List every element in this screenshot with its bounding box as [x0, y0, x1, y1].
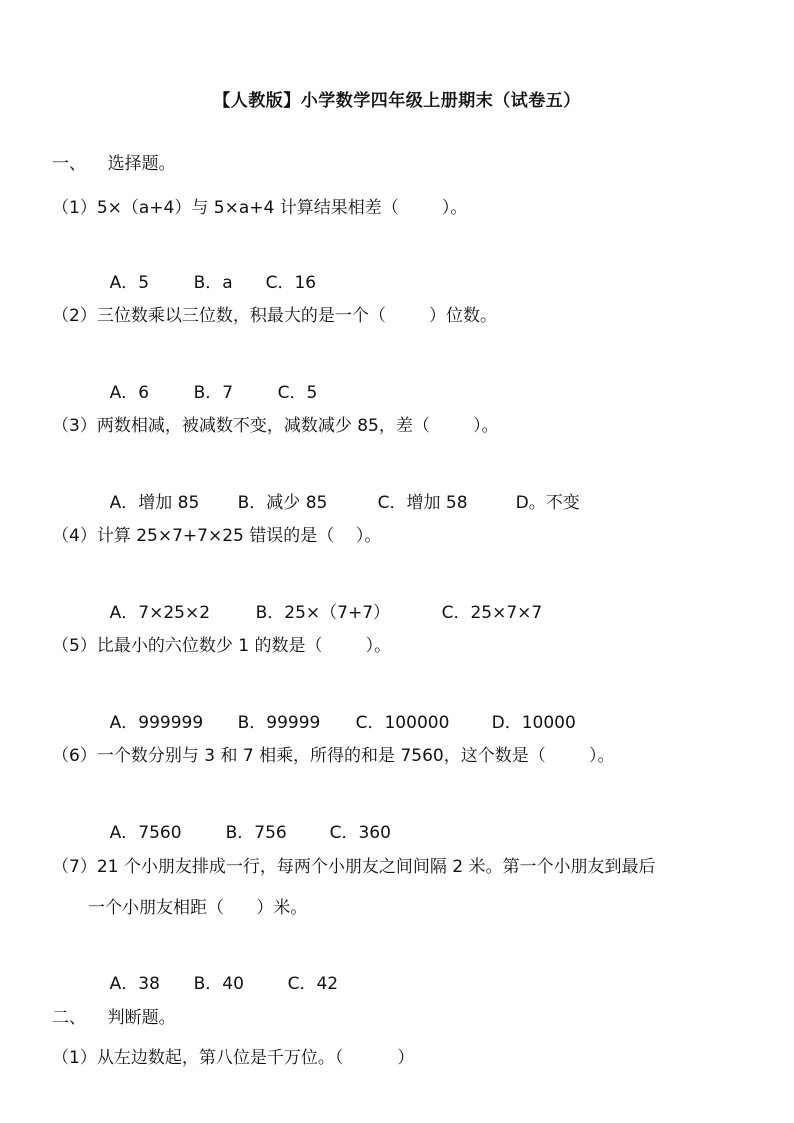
option: C．100000	[355, 713, 450, 733]
option: B．7	[193, 383, 234, 403]
judgement-question-1: （1）从左边数起，第八位是千万位。（ ）	[52, 1048, 415, 1068]
option: A．5	[109, 273, 150, 293]
option: A．7×25×2	[109, 603, 211, 623]
option: A．38	[109, 974, 160, 994]
option: C．360	[329, 823, 391, 843]
question-2: （2）三位数乘以三位数，积最大的是一个（ ）位数。	[52, 306, 498, 326]
page-title: 【人教版】小学数学四年级上册期末（试卷五）	[213, 91, 581, 111]
option: A．6	[109, 383, 150, 403]
option: C．5	[277, 383, 318, 403]
question-7-continuation: 一个小朋友相距（ ）米。	[88, 898, 308, 918]
question-5: （5）比最小的六位数少 1 的数是（ ）。	[52, 636, 392, 656]
option: A．增加 85	[109, 493, 200, 513]
section-heading-judgement: 二、 判断题。	[52, 1008, 176, 1028]
option: A．999999	[109, 713, 204, 733]
option: D。不变	[515, 493, 580, 513]
section-heading-choice: 一、 选择题。	[52, 154, 176, 174]
option: B．756	[225, 823, 287, 843]
option: B．减少 85	[237, 493, 328, 513]
option: A．7560	[109, 823, 182, 843]
option: B．40	[193, 974, 244, 994]
option: C．25×7×7	[441, 603, 543, 623]
option: C．42	[287, 974, 339, 994]
option: D．10000	[491, 713, 576, 733]
question-3: （3）两数相减，被减数不变，减数减少 85，差（ ）。	[52, 416, 499, 436]
question-4: （4）计算 25×7+7×25 错误的是（ ）。	[52, 526, 382, 546]
option: B．25×（7+7）	[255, 603, 391, 623]
question-6: （6）一个数分别与 3 和 7 相乘，所得的和是 7560，这个数是（ ）。	[52, 746, 615, 766]
option: B．a	[193, 273, 233, 293]
option: C．增加 58	[377, 493, 468, 513]
option: C．16	[265, 273, 317, 293]
question-1: （1）5×（a+4）与 5×a+4 计算结果相差（ ）。	[52, 198, 468, 218]
option: B．99999	[237, 713, 321, 733]
question-7: （7）21 个小朋友排成一行，每两个小朋友之间间隔 2 米。第一个小朋友到最后	[52, 857, 656, 877]
